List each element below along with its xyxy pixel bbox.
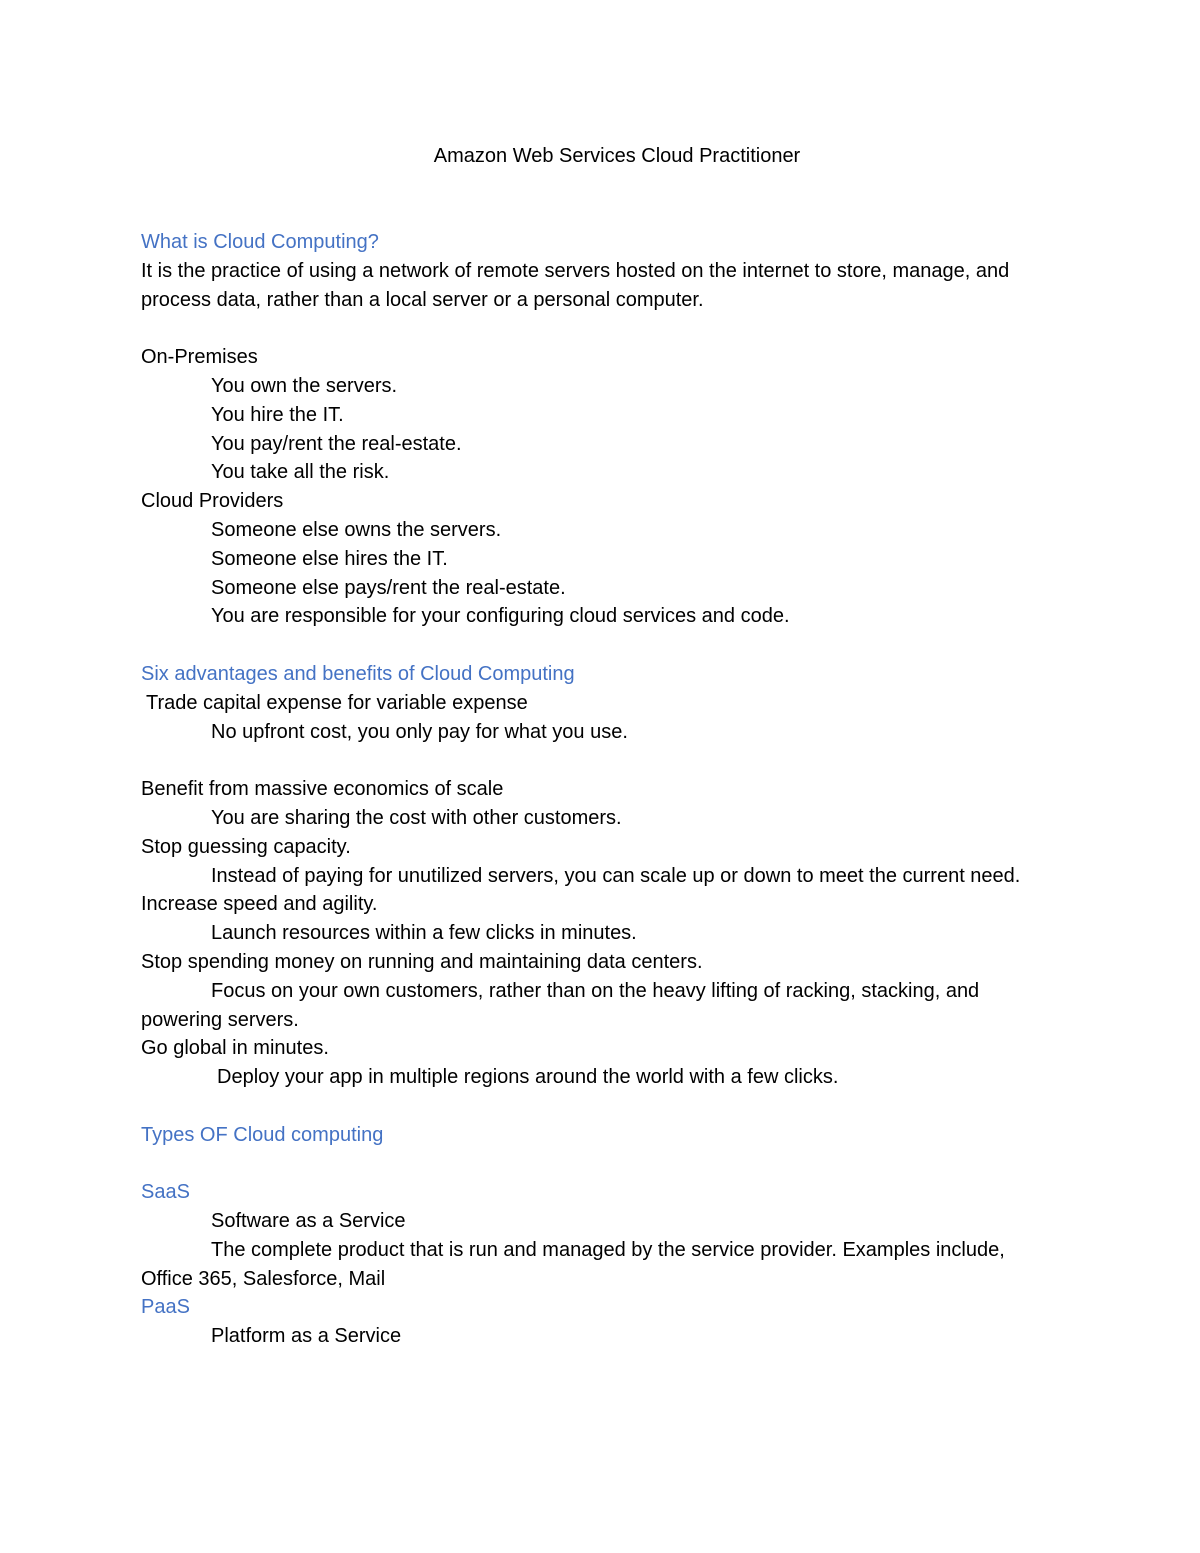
on-premises-item: You take all the risk. [211, 461, 390, 484]
cloud-providers-item: You are responsible for your configuring cloud services and code. [211, 605, 790, 628]
spacer [141, 314, 1061, 343]
advantage-title: Stop guessing capacity. [141, 835, 351, 858]
advantage-detail: You are sharing the cost with other customers. [211, 806, 622, 829]
advantage-detail: Launch resources within a few clicks in minutes. [211, 922, 637, 945]
advantage-title: Increase speed and agility. [141, 893, 378, 916]
spacer [141, 746, 1061, 775]
section-heading-cloud-computing: What is Cloud Computing? [141, 231, 379, 253]
on-premises-item: You own the servers. [211, 374, 398, 397]
spacer [141, 1092, 1061, 1121]
cloud-providers-item: Someone else owns the servers. [211, 518, 502, 541]
spacer [141, 1150, 1061, 1179]
cloud-computing-definition: It is the practice of using a network of remote servers hosted on the internet to store, manage, and process data, rather than a local server or a personal computer. [141, 259, 1010, 311]
advantage-detail: Deploy your app in multiple regions around the world with a few clicks. [217, 1066, 839, 1089]
cloud-providers-label: Cloud Providers [141, 490, 284, 513]
document-title: Amazon Web Services Cloud Practitioner [433, 145, 801, 167]
saas-label: SaaS [141, 1181, 190, 1204]
document-body [141, 228, 1061, 1351]
advantage-detail: Instead of paying for unutilized servers, you can scale up or down to meet the current need. [211, 864, 1021, 887]
section-heading-types: Types OF Cloud computing [141, 1123, 384, 1146]
advantage-title: Trade capital expense for variable expense [146, 691, 528, 714]
spacer [141, 631, 1061, 660]
advantage-detail: Focus on your own customers, rather than on the heavy lifting of racking, stacking, and powering servers. [141, 979, 980, 1031]
paas-label: PaaS [141, 1296, 190, 1319]
advantage-detail: No upfront cost, you only pay for what you use. [211, 720, 628, 743]
advantage-title: Go global in minutes. [141, 1037, 329, 1060]
paas-name: Platform as a Service [211, 1325, 402, 1348]
on-premises-item: You pay/rent the real-estate. [211, 432, 462, 455]
on-premises-label: On-Premises [141, 346, 258, 369]
saas-description: The complete product that is run and managed by the service provider. Examples include, Office 365, Salesforce, Mail [141, 1238, 1005, 1290]
on-premises-item: You hire the IT. [211, 403, 344, 426]
advantage-title: Benefit from massive economics of scale [141, 778, 504, 801]
saas-name: Software as a Service [211, 1210, 406, 1233]
cloud-providers-item: Someone else hires the IT. [211, 547, 448, 570]
section-heading-advantages: Six advantages and benefits of Cloud Computing [141, 662, 575, 685]
advantage-title: Stop spending money on running and maintaining data centers. [141, 950, 703, 973]
cloud-providers-item: Someone else pays/rent the real-estate. [211, 576, 566, 599]
